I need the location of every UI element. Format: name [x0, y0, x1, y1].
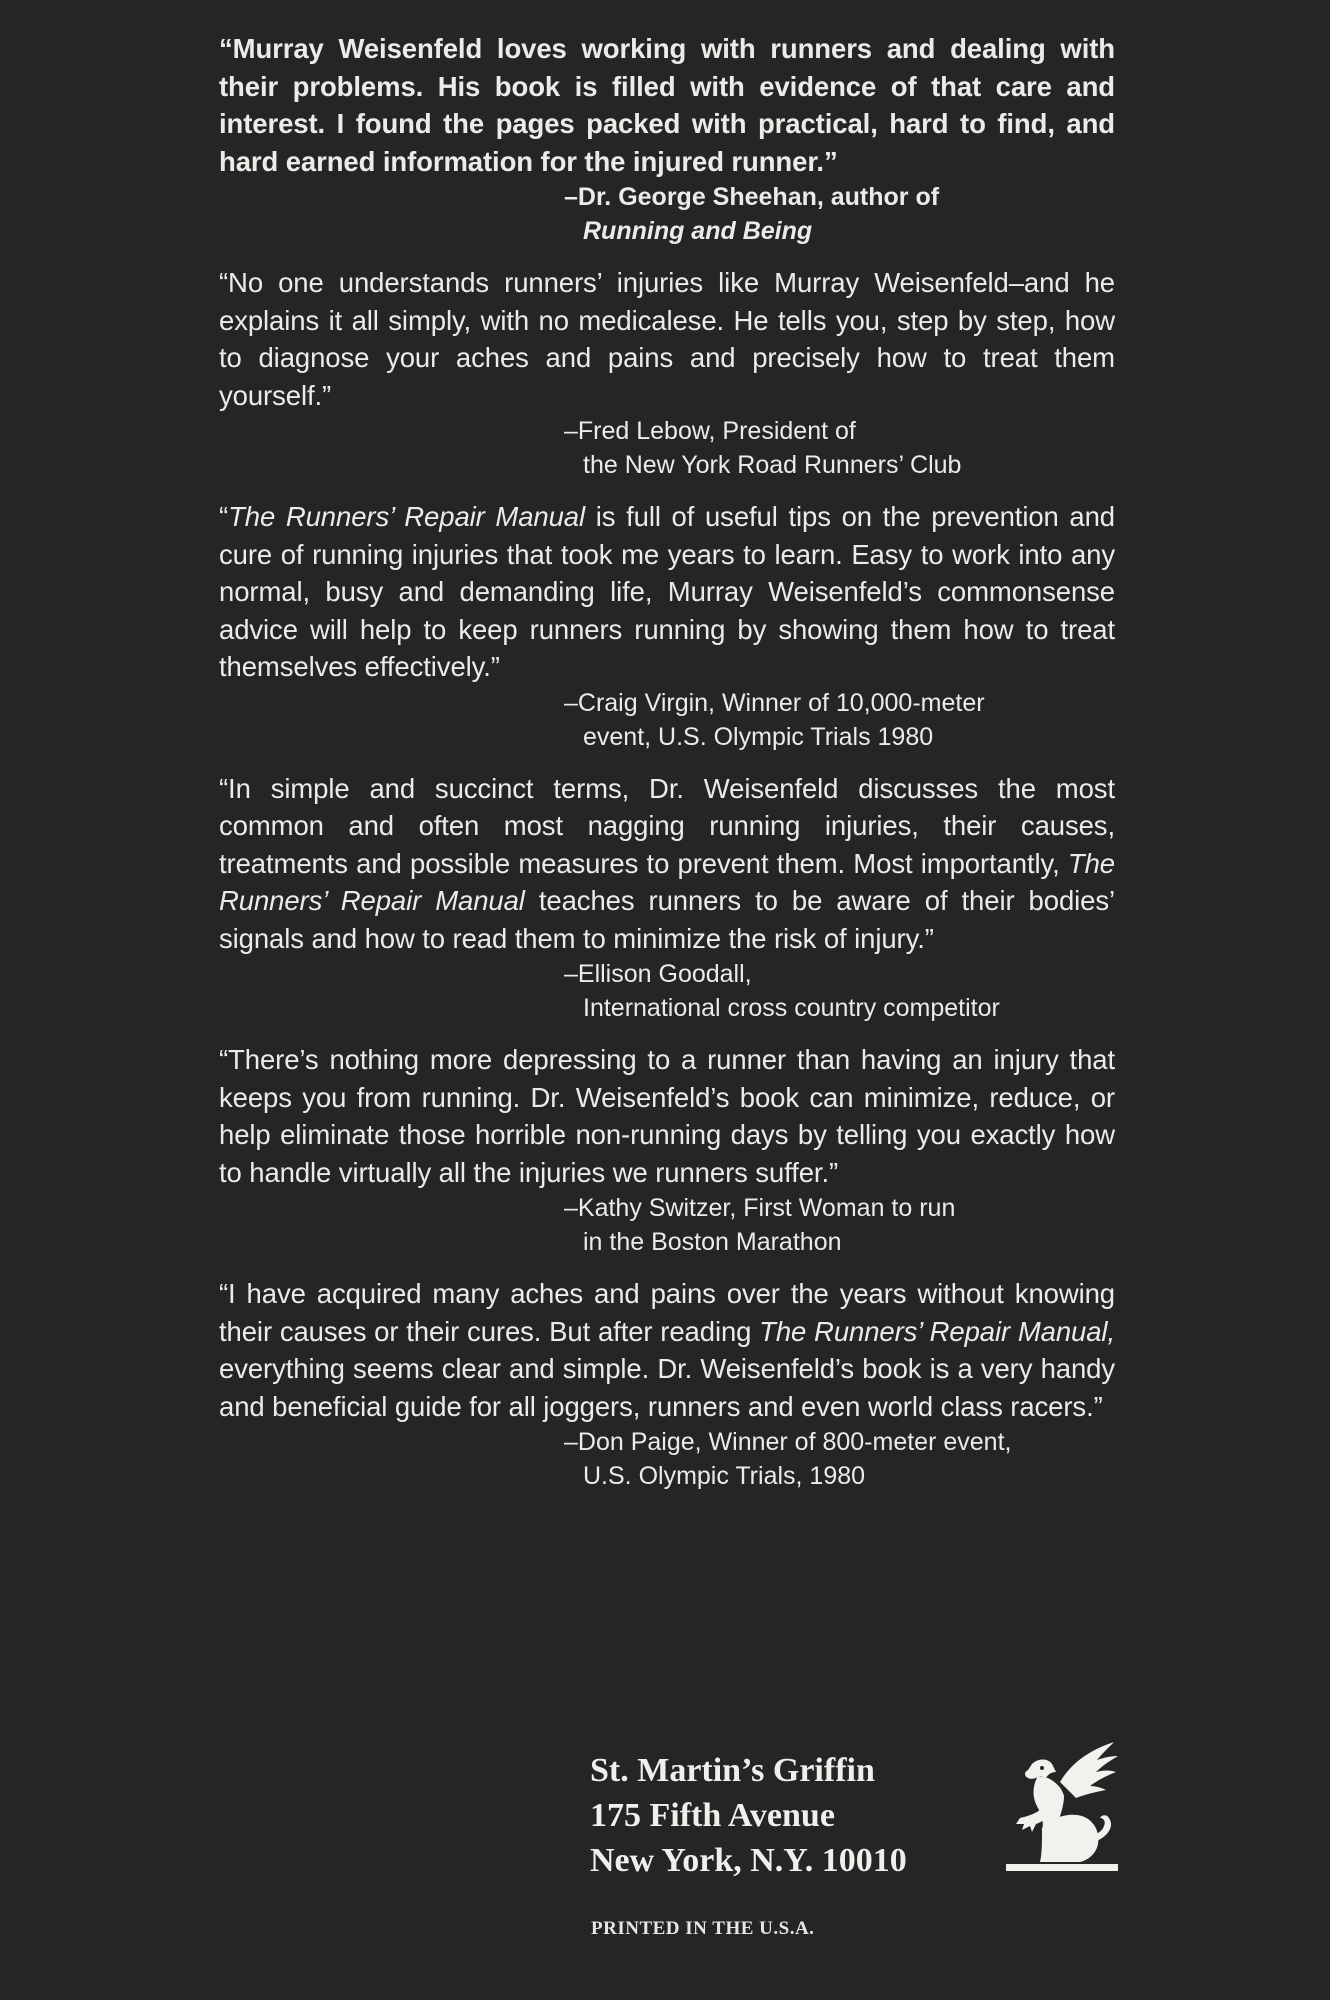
attribution-line: Running and Being: [583, 217, 813, 245]
attribution-line: U.S. Olympic Trials, 1980: [583, 1462, 866, 1490]
book-title: The Runners’ Repair Manual: [228, 501, 586, 532]
blurb-column: [219, 30, 1115, 1509]
quote-virgin: [219, 498, 1115, 754]
publisher-street: 175 Fifth Avenue: [590, 1797, 835, 1834]
attribution-line: –Dr. George Sheehan, author of: [564, 183, 940, 211]
quote-text: “The Runners’ Repair Manual is full of useful tips on the prevention and cure of running injuries that took me years to learn. Easy to work into any normal, busy and demanding life, Murray Weisenfeld’s commonsense advice will help to keep runners running by showing them how to treat themselves effectively.”: [219, 501, 1116, 682]
attribution-line: International cross country competitor: [583, 994, 1000, 1022]
book-title: The Runners’ Repair Manual: [219, 847, 1115, 916]
book-title: The Runners’ Repair Manual,: [759, 1315, 1115, 1347]
attribution-line: –Craig Virgin, Winner of 10,000-meter: [564, 688, 985, 717]
publisher-name: St. Martin’s Griffin: [590, 1752, 875, 1789]
printed-notice: PRINTED IN THE U.S.A.: [591, 1918, 815, 1939]
quote-goodall: [219, 770, 1115, 1026]
publisher-address: [590, 1748, 907, 1883]
quote-text: “I have acquired many aches and pains over the years without knowing their causes or their cures. But after reading The Runners’ Repair Manual, everything seems clear and simple. Dr. Weisenfeld’s book is a very handy and beneficial guide for all joggers, runners and even world class racers.”: [219, 1278, 1115, 1422]
quote-text: “No one understands runners’ injuries like Murray Weisenfeld–and he explains it all simply, with no medicalese. He tells you, step by step, how to diagnose your aches and pains and precisely how to treat them yourself.”: [219, 267, 1115, 411]
attribution-line: –Ellison Goodall,: [564, 960, 752, 988]
quote-text: “Murray Weisenfeld loves working with runners and dealing with their problems. His book is filled with evidence of that care and interest. I found the pages packed with practical, hard to find, and hard earned information for the injured runner.”: [219, 33, 1115, 177]
attribution-line: the New York Road Runners’ Club: [583, 451, 962, 479]
griffin-logo-icon: [1002, 1742, 1122, 1877]
quote-attribution: [564, 957, 1115, 1025]
attribution-line: –Kathy Switzer, First Woman to run: [564, 1194, 956, 1222]
quote-text: “There’s nothing more depressing to a runner than having an injury that keeps you from running. Dr. Weisenfeld’s book can minimize, reduce, or help eliminate those horrible non-running days by telling you exactly how to handle virtually all the injuries we runners suffer.”: [219, 1044, 1115, 1188]
quote-paige: [219, 1275, 1115, 1493]
publisher-city: New York, N.Y. 10010: [590, 1842, 907, 1879]
quote-attribution: [564, 686, 1115, 754]
attribution-line: event, U.S. Olympic Trials 1980: [583, 722, 934, 751]
quote-attribution: [564, 1191, 1115, 1259]
quote-attribution: [564, 1425, 1115, 1493]
quote-attribution: [564, 180, 1115, 248]
quote-lebow: [219, 264, 1115, 482]
attribution-line: –Fred Lebow, President of: [564, 417, 856, 445]
quote-attribution: [564, 414, 1115, 482]
quote-switzer: [219, 1041, 1115, 1259]
attribution-line: –Don Paige, Winner of 800-meter event,: [564, 1428, 1012, 1456]
quote-sheehan: [219, 30, 1115, 248]
attribution-line: in the Boston Marathon: [583, 1228, 842, 1256]
quote-text: “In simple and succinct terms, Dr. Weisenfeld discusses the most common and often most nagging running injuries, their causes, treatments and possible measures to prevent them. Most importantly, The Runners’ Repair Manual teaches runners to be aware of their bodies’ signals and how to read them to minimize the risk of injury.”: [219, 772, 1115, 954]
